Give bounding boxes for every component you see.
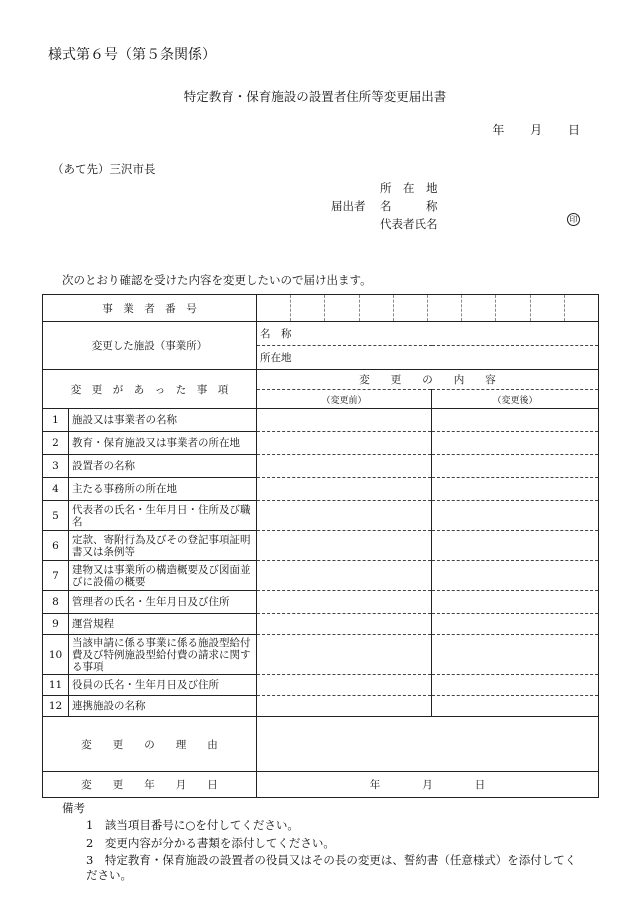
notes-title: 備考 [62,801,85,815]
submitter-label: 届出者 [331,199,366,213]
content-label: 変 更 の 内 容 [257,370,599,390]
item-number: 5 [43,501,69,531]
before-label: （変更前） [257,390,432,409]
before-cell[interactable] [257,478,432,501]
after-cell[interactable] [432,455,599,478]
item-text: 教育・保育施設又は事業者の所在地 [69,432,257,455]
item-number: 9 [43,614,69,635]
seal-mark: 印 [567,213,580,226]
change-form-table [42,294,599,798]
item-number: 11 [43,675,69,696]
before-cell[interactable] [257,635,432,675]
item-number: 12 [43,696,69,717]
item-text: 役員の氏名・生年月日及び住所 [69,675,257,696]
note-item: 1 該当項目番号に○を付してください。 [86,818,299,832]
submission-date: 年 月 日 [492,123,580,137]
after-cell[interactable] [432,614,599,635]
after-cell[interactable] [432,409,599,432]
digit-boxes [257,295,598,321]
intro-text: 次のとおり確認を受けた内容を変更したいので届け出ます。 [62,273,372,287]
before-cell[interactable] [257,591,432,614]
item-text: 施設又は事業者の名称 [69,409,257,432]
item-text: 設置者の名称 [69,455,257,478]
after-cell[interactable] [432,591,599,614]
after-cell[interactable] [432,531,599,561]
item-text: 建物又は事業所の構造概要及び図面並びに設備の概要 [69,561,257,591]
before-cell[interactable] [257,675,432,696]
after-cell[interactable] [432,675,599,696]
reason-label: 変 更 の 理 由 [43,717,257,772]
item-text: 当該申請に係る事業に係る施設型給付費及び特例施設型給付費の請求に関する事項 [69,635,257,675]
item-number: 2 [43,432,69,455]
note-item: 2 変更内容が分かる書類を添付してください。 [86,836,335,850]
address-label: 所 在 地 [380,181,438,195]
item-text: 定款、寄附行為及びその登記事項証明書又は条例等 [69,531,257,561]
item-number: 7 [43,561,69,591]
changed-items-label: 変 更 が あ っ た 事 項 [43,370,257,409]
after-cell[interactable] [432,635,599,675]
before-cell[interactable] [257,455,432,478]
before-cell[interactable] [257,501,432,531]
item-number: 1 [43,409,69,432]
item-text: 連携施設の名称 [69,696,257,717]
before-cell[interactable] [257,409,432,432]
before-cell[interactable] [257,531,432,561]
item-number: 10 [43,635,69,675]
item-number: 4 [43,478,69,501]
operator-number-label: 事 業 者 番 号 [43,295,257,322]
facility-name-label: 名 称 [260,328,292,340]
facility-name-field[interactable] [257,322,599,346]
after-cell[interactable] [432,432,599,455]
note-item: 3 特定教育・保育施設の設置者の役員又はその長の変更は、誓約書（任意様式）を添付してください。 [86,853,577,882]
facility-address-field[interactable] [257,346,599,370]
change-date-field[interactable]: 年 月 日 [257,772,599,798]
form-number: 様式第６号（第５条関係） [48,47,216,63]
reason-field[interactable] [257,717,599,772]
before-cell[interactable] [257,614,432,635]
before-cell[interactable] [257,432,432,455]
change-date-label: 変 更 年 月 日 [43,772,257,798]
after-cell[interactable] [432,696,599,717]
representative-label: 代表者氏名 [380,217,438,231]
name-label: 名 称 [380,199,438,213]
item-number: 3 [43,455,69,478]
addressee: （あて先）三沢市長 [52,162,156,176]
facility-label: 変更した施設（事業所） [43,322,257,370]
item-number: 6 [43,531,69,561]
before-cell[interactable] [257,696,432,717]
item-number: 8 [43,591,69,614]
item-text: 運営規程 [69,614,257,635]
facility-address-label: 所在地 [260,352,292,364]
before-cell[interactable] [257,561,432,591]
item-text: 管理者の氏名・生年月日及び住所 [69,591,257,614]
after-label: （変更後） [432,390,599,409]
document-title: 特定教育・保育施設の設置者住所等変更届出書 [183,89,447,104]
after-cell[interactable] [432,501,599,531]
operator-number-field[interactable] [257,295,599,322]
item-text: 主たる事務所の所在地 [69,478,257,501]
after-cell[interactable] [432,478,599,501]
after-cell[interactable] [432,561,599,591]
item-text: 代表者の氏名・生年月日・住所及び職名 [69,501,257,531]
